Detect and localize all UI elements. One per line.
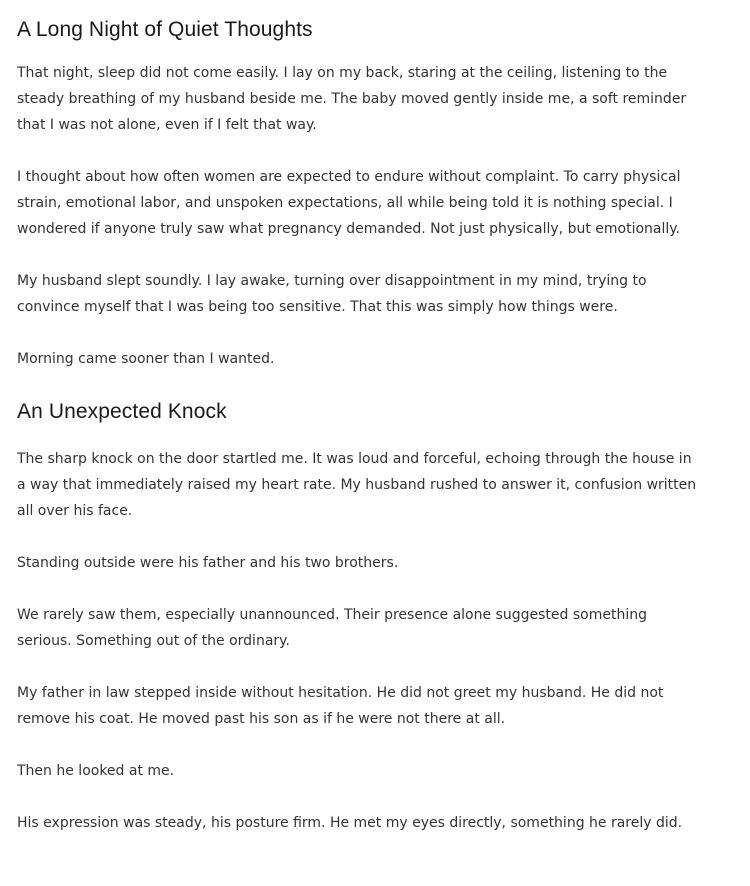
heading-long-night-of-quiet-thoughts: A Long Night of Quiet Thoughts	[17, 18, 313, 41]
paragraph-morning-came: Morning came sooner than I wanted.	[17, 351, 275, 367]
paragraph-women-endure: I thought about how often women are expected to endure without complaint. To carry physical strain, emotional labor, and unspoken expectations, all while being told it is nothing special. I wondered if anyone truly saw what pregnancy demanded. Not just physically, but emotionally.	[17, 169, 681, 237]
paragraph-his-expression: His expression was steady, his posture firm. He met my eyes directly, something he rarely did.	[17, 815, 683, 831]
paragraph-sleepless-night: That night, sleep did not come easily. I lay on my back, staring at the ceiling, listening to the steady breathing of my husband beside me. The baby moved gently inside me, a soft reminder that I was not alone, even if I felt that way.	[17, 65, 687, 133]
paragraph-rarely-saw-them: We rarely saw them, especially unannounced. Their presence alone suggested something serious. Something out of the ordinary.	[17, 607, 647, 649]
heading-an-unexpected-knock: An Unexpected Knock	[17, 400, 227, 423]
paragraph-standing-outside: Standing outside were his father and his two brothers.	[17, 555, 399, 571]
paragraph-then-he-looked: Then he looked at me.	[17, 763, 175, 779]
paragraph-husband-slept: My husband slept soundly. I lay awake, turning over disappointment in my mind, trying to convince myself that I was being too sensitive. That this was simply how things were.	[17, 273, 647, 315]
paragraph-father-in-law-stepped-inside: My father in law stepped inside without hesitation. He did not greet my husband. He did not remove his coat. He moved past his son as if he were not there at all.	[17, 685, 664, 727]
paragraph-sharp-knock: The sharp knock on the door startled me. It was loud and forceful, echoing through the house in a way that immediately raised my heart rate. My husband rushed to answer it, confusion written all over his face.	[17, 451, 697, 519]
